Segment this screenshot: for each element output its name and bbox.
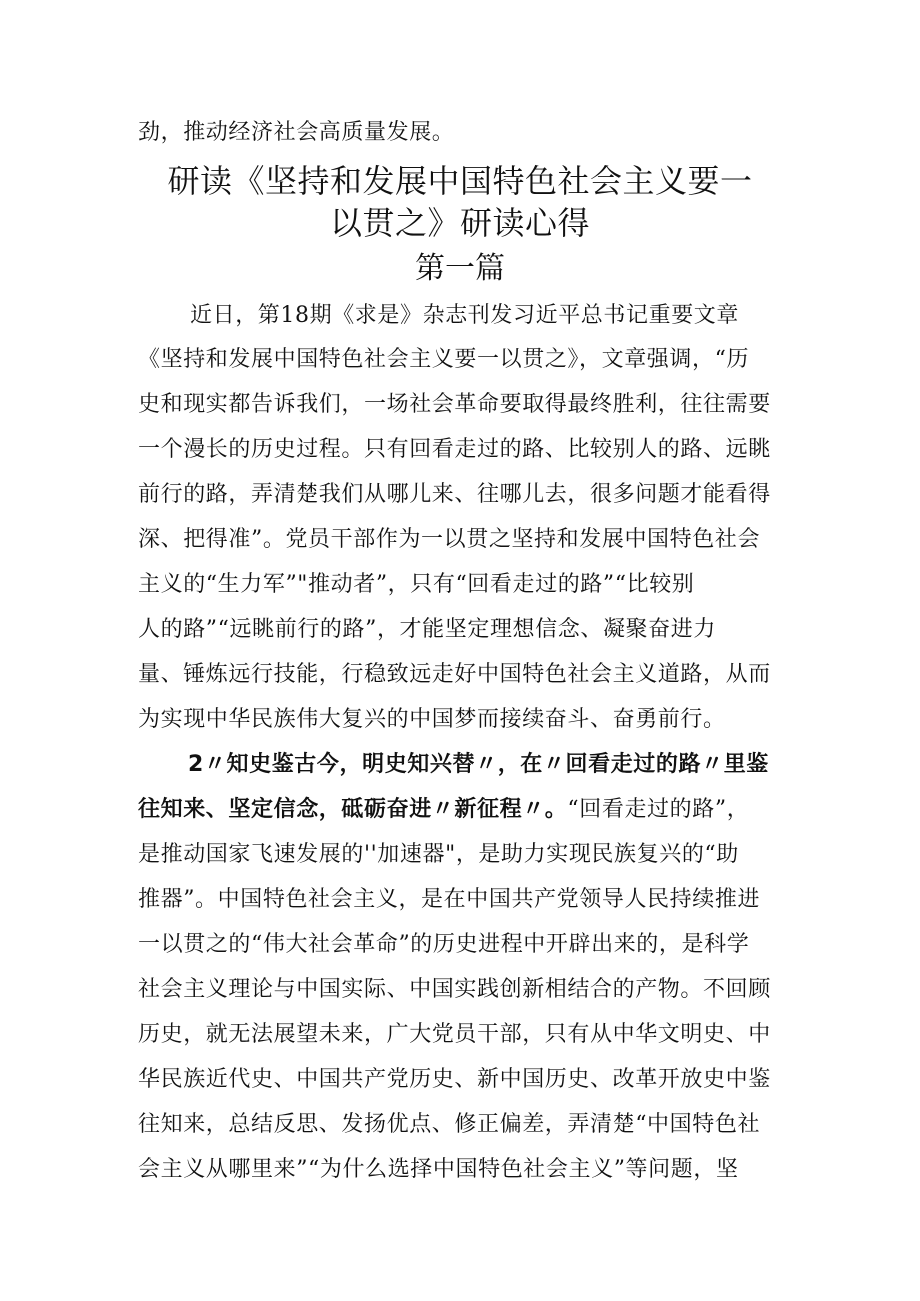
opening-line: 劲，推动经济社会高质量发展。 xyxy=(138,120,455,145)
document-title-line-1: 研读《坚持和发展中国特色社会主义要一 xyxy=(167,162,753,200)
section-heading: 第一篇 xyxy=(415,251,505,286)
paragraph-line: 前行的路，弄清楚我们从哪儿来、往哪儿去，很多问题才能看得 xyxy=(138,482,771,507)
paragraph-line: 人的路”“远眺前行的路”，才能坚定理想信念、凝聚奋进力 xyxy=(138,617,716,642)
paragraph-line: 会主义从哪里来”“为什么选择中国特色社会主义”等问题，坚 xyxy=(138,1157,739,1182)
paragraph-2-heading-line-2 xyxy=(138,795,790,825)
paragraph-line: 一个漫长的历史过程。只有回看走过的路、比较别人的路、远眺 xyxy=(138,437,771,462)
paragraph-line: 量、锤炼远行技能，行稳致远走好中国特色社会主义道路，从而 xyxy=(138,662,771,687)
paragraph-2-heading-rest: “回看走过的路”， xyxy=(567,797,750,822)
paragraph-line: 社会主义理论与中国实际、中国实践创新相结合的产物。不回顾 xyxy=(138,977,771,1002)
paragraph-line: 是推动国家飞速发展的''加速器"，是助力实现民族复兴的“助 xyxy=(138,842,739,867)
document-title-line-2: 以贯之》研读心得 xyxy=(329,204,590,242)
paragraph-2-heading-line-1: 2〃知史鉴古今，明史知兴替〃，在〃回看走过的路〃里鉴 xyxy=(188,752,769,777)
paragraph-line: 华民族近代史、中国共产党历史、新中国历史、改革开放史中鉴 xyxy=(138,1067,771,1092)
paragraph-line: 往知来，总结反思、发扬优点、修正偏差，弄清楚“中国特色社 xyxy=(138,1112,761,1137)
paragraph-line: 近日，第18期《求是》杂志刊发习近平总书记重要文章 xyxy=(190,303,739,328)
paragraph-line: 为实现中华民族伟大复兴的中国梦而接续奋斗、奋勇前行。 xyxy=(138,707,726,732)
paragraph-line: 推器”。中国特色社会主义，是在中国共产党领导人民持续推进 xyxy=(138,887,761,912)
paragraph-line: 历史，就无法展望未来，广大党员干部，只有从中华文明史、中 xyxy=(138,1022,771,1047)
paragraph-line: 《坚持和发展中国特色社会主义要一以贯之》，文章强调，“历 xyxy=(138,347,750,372)
paragraph-line: 深、把得准”。党员干部作为一以贯之坚持和发展中国特色社会 xyxy=(138,527,761,552)
paragraph-line: 史和现实都告诉我们，一场社会革命要取得最终胜利，往往需要 xyxy=(138,392,771,417)
paragraph-line: 主义的“生力军”"推动者”，只有“回看走过的路”“比较别 xyxy=(138,572,695,597)
paragraph-2-heading-bold-part: 往知来、坚定信念，砥砺奋进〃新征程〃。 xyxy=(138,797,568,822)
paragraph-line: 一以贯之的“伟大社会革命”的历史进程中开辟出来的，是科学 xyxy=(138,932,750,957)
